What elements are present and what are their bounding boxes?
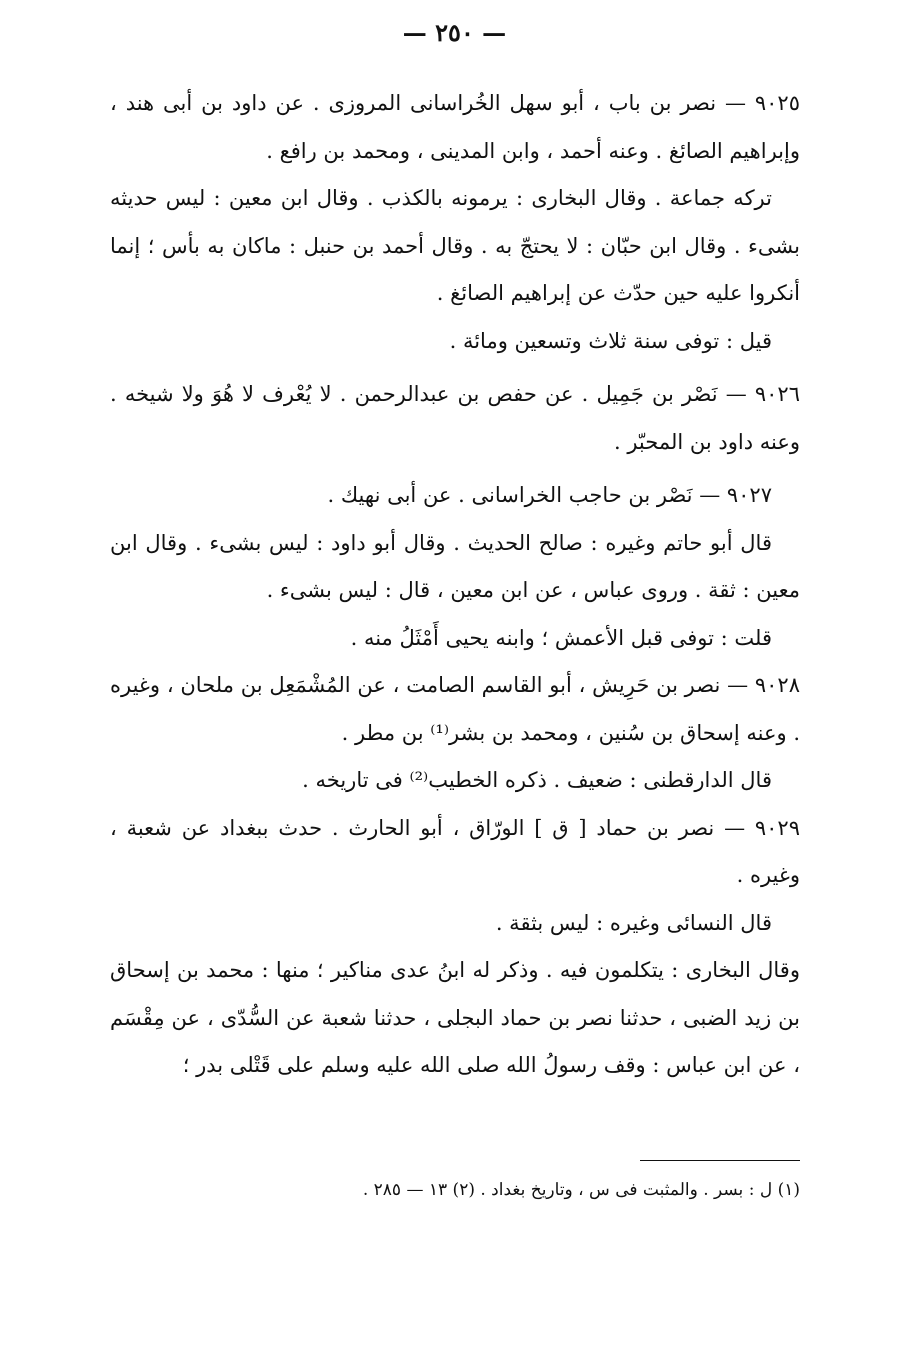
- footnote-divider: [640, 1160, 800, 1161]
- footnotes: (١) ل : بسر . والمثبت فى س ، وتاريخ بغداد . (٢) ١٣ — ٢٨٥ .: [362, 1180, 800, 1200]
- entry-9029-commentary: قال النسائى وغيره : ليس بثقة .: [495, 910, 772, 935]
- entry-9025: ٩٠٢٥ — نصر بن باب ، أبو سهل الخُراسانى المروزى . عن داود بن أبى هند ، وإبراهيم الصائغ . وعنه أحمد ، وابن المدينى ، ومحمد بن رافع .: [110, 91, 800, 163]
- entry-9028: ٩٠٢٨ — نصر بن حَرِيش ، أبو القاسم الصامت ، عن المُشْمَعِل بن ملحان ، وغيره . وعنه إسحاق بن سُنين ، ومحمد بن بشر⁽¹⁾ بن مطر .: [110, 673, 800, 745]
- entry-9027-note: قلت : توفى قبل الأعمش ؛ وابنه يحيى أَمْثَلُ منه .: [350, 625, 772, 650]
- entry-9028-commentary: قال الدارقطنى : ضعيف . ذكره الخطيب⁽²⁾ فى تاريخه .: [302, 768, 772, 792]
- entry-9027: ٩٠٢٧ — نَصْر بن حاجب الخراسانى . عن أبى نهيك .: [327, 483, 772, 507]
- entry-9029: ٩٠٢٩ — نصر بن حماد [ ق ] الورّاق ، أبو الحارث . حدث ببغداد عن شعبة ، وغيره .: [110, 815, 800, 887]
- entry-9029-bukhari: وقال البخارى : يتكلمون فيه . وذكر له ابنُ عدى مناكير ؛ منها : محمد بن إسحاق بن زيد الضبى ، حدثنا نصر بن حماد البجلى ، حدثنا شعبة عن السُّدّى ، عن مِقْسَم ، عن ابن عباس : وقف رسولُ الله صلى الله عليه وسلم على قَتْلى بدر ؛: [110, 958, 800, 1077]
- page-number: — ٢٥٠ —: [402, 18, 507, 47]
- entry-9025-commentary: تركه جماعة . وقال البخارى : يرمونه بالكذب . وقال ابن معين : ليس حديثه بشىء . وقال ابن حبّان : لا يحتجّ به . وقال أحمد بن حنبل : ماكان به بأس ؛ إنما أنكروا عليه حين حدّث عن إبراهيم الصائغ .: [110, 186, 800, 305]
- entry-9025-death-note: قيل : توفى سنة ثلاث وتسعين ومائة .: [449, 328, 772, 353]
- page-body: [110, 80, 800, 1090]
- entry-9026: ٩٠٢٦ — نَصْر بن جَمِيل . عن حفص بن عبدالرحمن . لا يُعْرف لا هُوَ ولا شيخه . وعنه داود بن المحبّر .: [110, 382, 800, 454]
- entry-9027-commentary: قال أبو حاتم وغيره : صالح الحديث . وقال أبو داود : ليس بشىء . وقال ابن معين : ثقة . وروى عباس ، عن ابن معين ، قال : ليس بشىء .: [110, 530, 800, 602]
